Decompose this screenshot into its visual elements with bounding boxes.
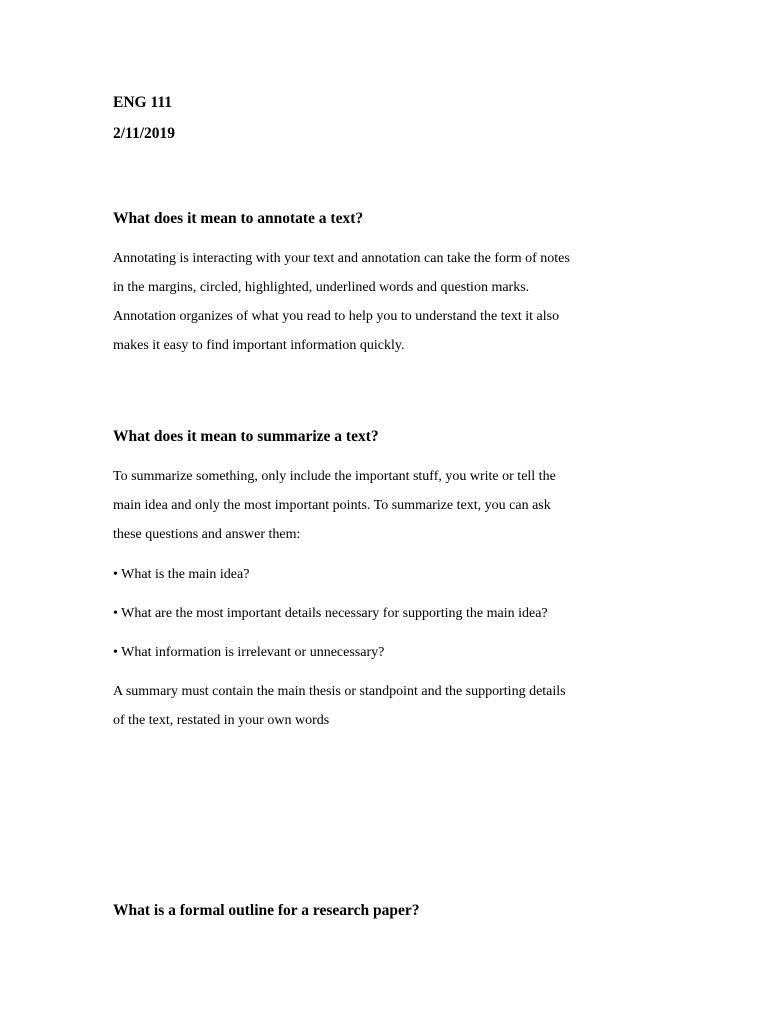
annotate-paragraph-line: makes it easy to find important information quickly. [113,338,405,353]
bullet-item: • What are the most important details necessary for supporting the main idea? [113,606,548,621]
annotate-paragraph-line: Annotating is interacting with your text and annotation can take the form of notes [113,251,570,266]
summary-paragraph-line: A summary must contain the main thesis or standpoint and the supporting details [113,684,566,699]
summarize-paragraph-line: these questions and answer them: [113,527,301,542]
summarize-paragraph-line: main idea and only the most important points. To summarize text, you can ask [113,498,551,513]
course-code: ENG 111 [113,94,173,111]
section-heading-outline: What is a formal outline for a research paper? [113,902,420,919]
bullet-item: • What information is irrelevant or unnecessary? [113,645,385,660]
annotate-paragraph-line: Annotation organizes of what you read to help you to understand the text it also [113,309,560,324]
document-date: 2/11/2019 [113,125,176,142]
section-heading-annotate: What does it mean to annotate a text? [113,210,364,227]
summarize-paragraph-line: To summarize something, only include the important stuff, you write or tell the [113,469,556,484]
summary-paragraph-line: of the text, restated in your own words [113,713,330,728]
annotate-paragraph-line: in the margins, circled, highlighted, underlined words and question marks. [113,280,530,295]
bullet-item: • What is the main idea? [113,567,250,582]
section-heading-summarize: What does it mean to summarize a text? [113,428,379,445]
